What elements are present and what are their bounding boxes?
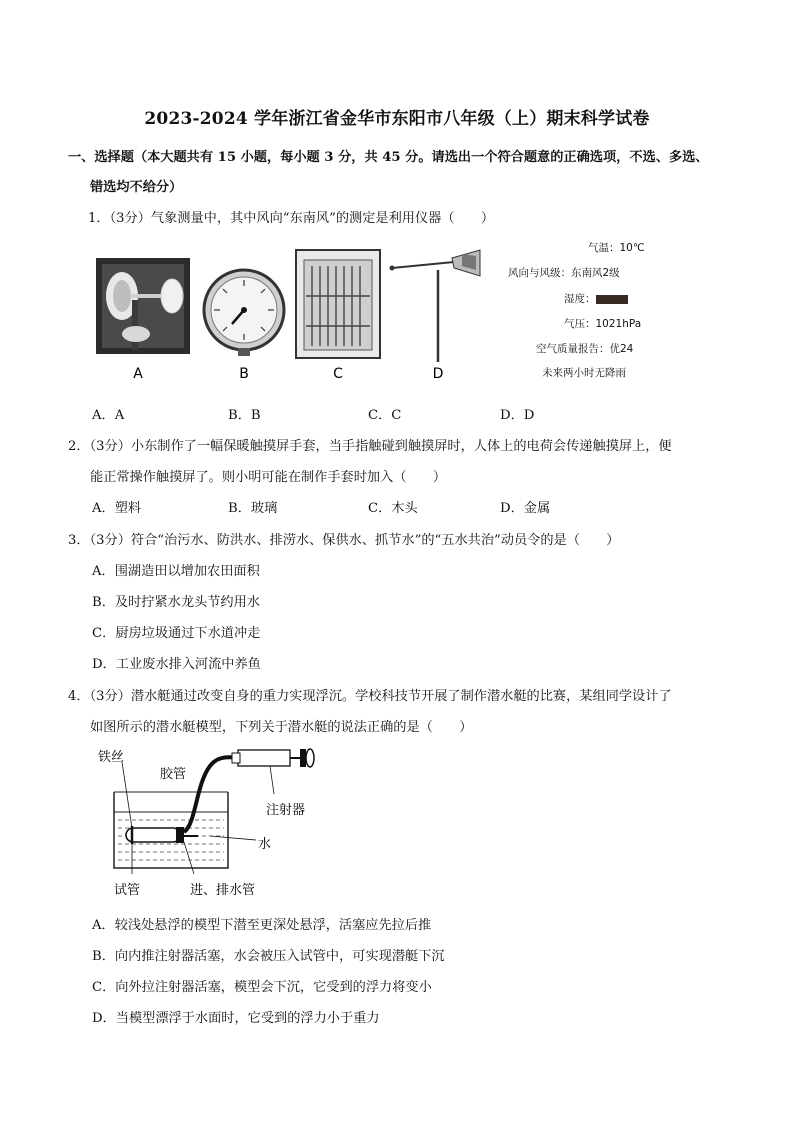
info-air-quality: 空气质量报告：优24 <box>536 343 634 355</box>
q4-option-b[interactable]: B．向内推注射器活塞，水会被压入试管中，可实现潜艇下沉 <box>92 949 445 964</box>
q4-stem-line1: 4．（3分）潜水艇通过改变自身的重力实现浮沉。学校科技节开展了制作潜水艇的比赛，某组同学设计了 <box>68 689 672 704</box>
section-heading-line2: 错选均不给分） <box>90 180 183 195</box>
label-water: 水 <box>258 837 272 852</box>
label-test-tube: 试管 <box>114 883 141 898</box>
page-title: 2023-2024 学年浙江省金华市东阳市八年级（上）期末科学试卷 <box>144 109 650 129</box>
q3-stem: 3．（3分）符合“治污水、防洪水、排涝水、保供水、抓节水”的“五水共治”动员令的是（ ） <box>68 533 620 548</box>
figure-label-b: B <box>239 366 249 382</box>
shelter-image <box>296 250 380 358</box>
q1-option-b[interactable]: B．B <box>228 408 261 423</box>
q4-option-d[interactable]: D．当模型漂浮于水面时，它受到的浮力小于重力 <box>92 1011 380 1026</box>
q1-option-d[interactable]: D．D <box>500 408 535 423</box>
info-forecast: 未来两小时无降雨 <box>542 367 626 379</box>
q4-stem-line2: 如图所示的潜水艇模型，下列关于潜水艇的说法正确的是（ ） <box>90 720 473 735</box>
figure-label-a: A <box>133 366 143 382</box>
info-wind: 风向与风级：东南风2级 <box>508 267 620 279</box>
label-hose: 胶管 <box>160 767 187 782</box>
submarine-model-diagram <box>92 744 352 904</box>
q2-option-c[interactable]: C．木头 <box>368 501 418 516</box>
info-pressure: 气压：1021hPa <box>564 318 642 330</box>
q2-option-a[interactable]: A．塑料 <box>92 501 142 516</box>
q2-stem-line2: 能正常操作触摸屏了。则小明可能在制作手套时加入（ ） <box>90 470 447 485</box>
q1-option-c[interactable]: C．C <box>368 408 402 423</box>
info-temperature: 气温：10℃ <box>588 242 645 254</box>
anemometer-image <box>96 258 190 354</box>
q3-option-c[interactable]: C．厨房垃圾通过下水道冲走 <box>92 626 261 641</box>
q4-option-c[interactable]: C．向外拉注射器活塞，模型会下沉，它受到的浮力将变小 <box>92 980 432 995</box>
q2-option-d[interactable]: D．金属 <box>500 501 551 516</box>
q2-option-b[interactable]: B．玻璃 <box>228 501 278 516</box>
q3-option-a[interactable]: A．围湖造田以增加农田面积 <box>92 564 260 579</box>
barometer-image <box>204 270 284 356</box>
weather-info-box <box>508 236 678 386</box>
q1-instrument-figures <box>92 236 502 396</box>
info-humidity: 湿度： <box>564 291 628 306</box>
label-syringe: 注射器 <box>266 803 306 818</box>
q3-option-b[interactable]: B．及时拧紧水龙头节约用水 <box>92 595 260 610</box>
q4-option-a[interactable]: A．较浅处悬浮的模型下潜至更深处悬浮，活塞应先拉后推 <box>92 918 432 933</box>
q1-stem: 1．（3分）气象测量中，其中风向“东南风”的测定是利用仪器（ ） <box>88 211 495 226</box>
q2-stem-line1: 2．（3分）小东制作了一幅保暖触摸屏手套，当手指触碰到触摸屏时，人体上的电荷会传递触摸屏上，便 <box>68 439 672 454</box>
section-heading-line1: 一、选择题（本大题共有 15 小题，每小题 3 分，共 45 分。请选出一个符合题意的正确选项，不选、多选、 <box>68 150 709 165</box>
figure-label-c: C <box>333 366 343 382</box>
q1-option-a[interactable]: A．A <box>92 408 125 423</box>
q3-option-d[interactable]: D．工业废水排入河流中养鱼 <box>92 657 261 672</box>
wind-vane-image <box>390 250 481 362</box>
label-wire: 铁丝 <box>98 750 125 765</box>
humidity-redacted-box <box>596 295 628 304</box>
label-pipe: 进、排水管 <box>190 883 256 898</box>
figure-label-d: D <box>432 366 444 382</box>
